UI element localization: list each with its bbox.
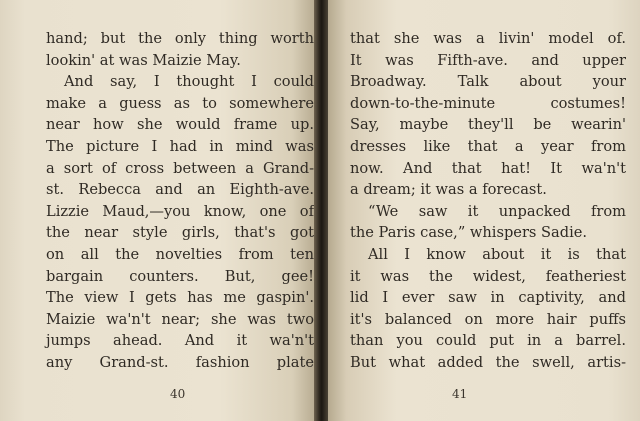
text-line: it's balanced on more hair puffs	[350, 310, 626, 328]
text-line: down-to-the-minute costumes!	[350, 94, 626, 112]
text-line: hand; but the only thing worth	[46, 30, 314, 47]
text-line: near how she would frame up.	[46, 116, 314, 134]
text-line: make a guess as to somewhere	[46, 94, 314, 112]
text-line: It was Fifth-ave. and upper	[350, 51, 626, 69]
text-line: bargain counters. But, gee!	[46, 267, 314, 285]
text-line: lookin' at was Maizie May.	[46, 51, 241, 69]
left-page-text	[46, 28, 314, 374]
text-line: the near style girls, that's got	[46, 224, 314, 242]
text-line: “We saw it unpacked from	[368, 202, 626, 220]
text-line: The view I gets has me gaspin'.	[46, 289, 314, 307]
text-line: lid I ever saw in captivity, and	[350, 289, 626, 307]
text-line: on all the novelties from ten	[46, 245, 314, 263]
text-line: it was the widest, featheriest	[350, 267, 626, 285]
text-line: jumps ahead. And it wa'n't	[46, 332, 314, 350]
text-line: Say, maybe they'll be wearin'	[350, 116, 626, 134]
book-gutter	[314, 0, 328, 421]
text-line: st. Rebecca and an Eighth-ave.	[46, 181, 314, 199]
text-line: that she was a livin' model of.	[350, 30, 626, 47]
page-number: 40	[170, 387, 186, 401]
right-page-text	[350, 28, 626, 374]
text-line: And say, I thought I could	[64, 73, 314, 91]
text-line: than you could put in a barrel.	[350, 332, 626, 350]
page-number: 41	[452, 387, 468, 401]
text-line: any Grand-st. fashion plate	[46, 353, 314, 371]
text-line: a dream; it was a forecast.	[350, 181, 547, 199]
text-line: a sort of cross between a Grand-	[46, 159, 314, 177]
text-line: dresses like that a year from	[350, 137, 626, 155]
text-line: All I know about it is that	[368, 245, 626, 263]
text-line: now. And that hat! It wa'n't	[350, 159, 626, 177]
text-line: Lizzie Maud,—you know, one of	[46, 202, 314, 220]
right-page	[328, 0, 640, 421]
text-line: But what added the swell, artis-	[350, 353, 626, 371]
text-line: Maizie wa'n't near; she was two	[46, 310, 314, 328]
text-line: the Paris case,” whispers Sadie.	[350, 224, 588, 242]
left-page	[0, 0, 314, 421]
text-line: Broadway. Talk about your	[350, 73, 626, 91]
text-line: The picture I had in mind was	[46, 137, 314, 155]
